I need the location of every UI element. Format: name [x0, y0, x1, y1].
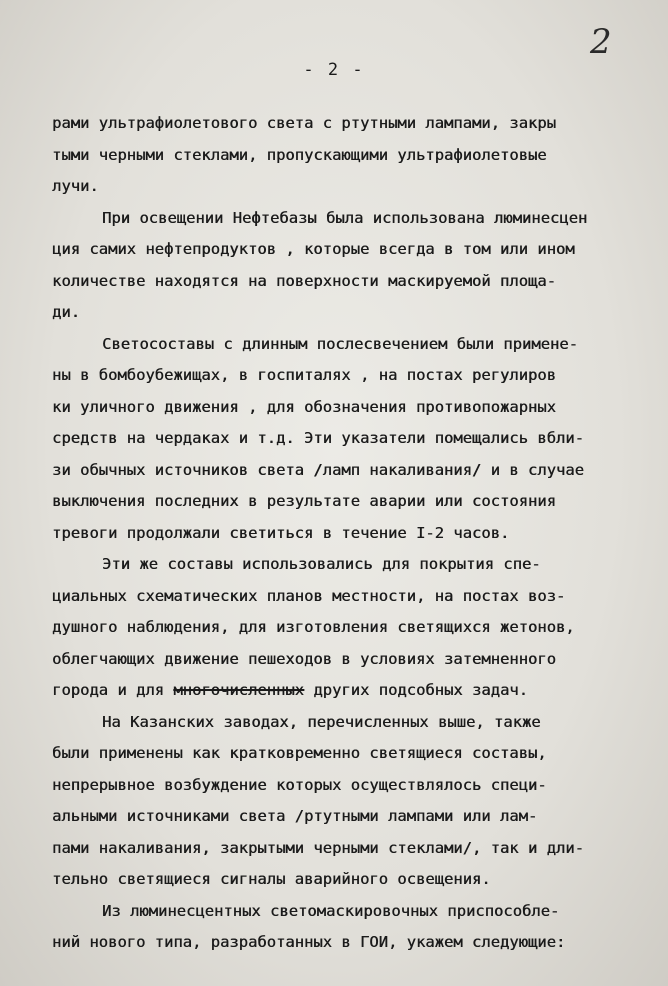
- line-text: пами накаливания, закрытыми черными стеклами/, так и дли-: [52, 838, 584, 857]
- text-line: [52, 266, 660, 298]
- line-text: ди.: [52, 303, 80, 321]
- page-number: - 2 -: [303, 60, 365, 80]
- line-text: тыми черными стеклами, пропускающими ультрафиолетовые: [52, 145, 547, 164]
- text-line: [52, 612, 660, 644]
- text-line: [52, 675, 660, 707]
- text-line: [52, 108, 660, 140]
- line-text: зи обычных источников света /ламп накаливания/ и в случае: [52, 460, 584, 479]
- line-text: лучи.: [52, 177, 99, 195]
- line-text: Эти же составы использовались для покрытия спе-: [102, 555, 541, 573]
- line-text: ки уличного движения , для обозначения противопожарных: [52, 397, 556, 416]
- line-text: тревоги продолжали светиться в течение I-2 часов.: [52, 523, 510, 542]
- text-line: [52, 549, 660, 581]
- text-line: [52, 644, 660, 676]
- text-line: [52, 770, 660, 802]
- text-line: [52, 171, 660, 203]
- line-text: циальных схематических планов местности, на постах воз-: [52, 586, 566, 605]
- struck-out-word: многочисленных: [173, 681, 304, 699]
- line-text: облегчающих движение пешеходов в условиях затемненного: [52, 649, 556, 668]
- text-line: [52, 707, 660, 739]
- line-text: ция самих нефтепродуктов , которые всегда в том или ином: [52, 240, 575, 258]
- line-text: альными источниками света /ртутными лампами или лам-: [52, 807, 538, 825]
- line-text: Из люминесцентных светомаскировочных приспособле-: [102, 901, 560, 920]
- text-line: [52, 486, 660, 518]
- line-text: рами ультрафиолетового света с ртутными лампами, закры: [52, 114, 556, 132]
- line-text: На Казанских заводах, перечисленных выше, также: [102, 712, 541, 731]
- body-text: [52, 108, 660, 959]
- line-text: тельно светящиеся сигналы аварийного освещения.: [52, 870, 491, 888]
- text-line: [52, 927, 660, 959]
- text-line: [52, 896, 660, 928]
- line-text: ний нового типа, разработанных в ГОИ, укажем следующие:: [52, 933, 566, 951]
- text-line: [52, 581, 660, 613]
- line-text: средств на чердаках и т.д. Эти указатели помещались вбли-: [52, 429, 584, 447]
- line-text: душного наблюдения, для изготовления светящихся жетонов,: [52, 618, 575, 636]
- text-line: [52, 329, 660, 361]
- line-text: ны в бомбоубежищах, в госпиталях , на постах регулиров: [52, 366, 556, 384]
- line-text: количестве находятся на поверхности маскируемой площа-: [52, 271, 556, 290]
- line-text: города и для: [52, 681, 164, 699]
- line-text: выключения последних в результате аварии или состояния: [52, 492, 556, 510]
- line-text: Светосоставы с длинным послесвечением были примене-: [102, 334, 578, 353]
- text-line: [52, 392, 660, 424]
- line-text: При освещении Нефтебазы была использована люминесцен: [102, 208, 588, 227]
- handwritten-page-number: 2: [590, 22, 612, 62]
- text-line: [52, 297, 660, 329]
- text-line: [52, 203, 660, 235]
- text-line: [52, 455, 660, 487]
- text-line: [52, 360, 660, 392]
- text-line: [52, 801, 660, 833]
- line-text: непрерывное возбуждение которых осуществлялось специ-: [52, 775, 547, 794]
- text-line: [52, 423, 660, 455]
- text-line: [52, 518, 660, 550]
- line-text: были применены как кратковременно светящиеся составы,: [52, 744, 547, 762]
- line-text-after: других подсобных задач.: [303, 681, 528, 699]
- text-line: [52, 833, 660, 865]
- text-line: [52, 140, 660, 172]
- text-line: [52, 738, 660, 770]
- text-line: [52, 234, 660, 266]
- text-line: [52, 864, 660, 896]
